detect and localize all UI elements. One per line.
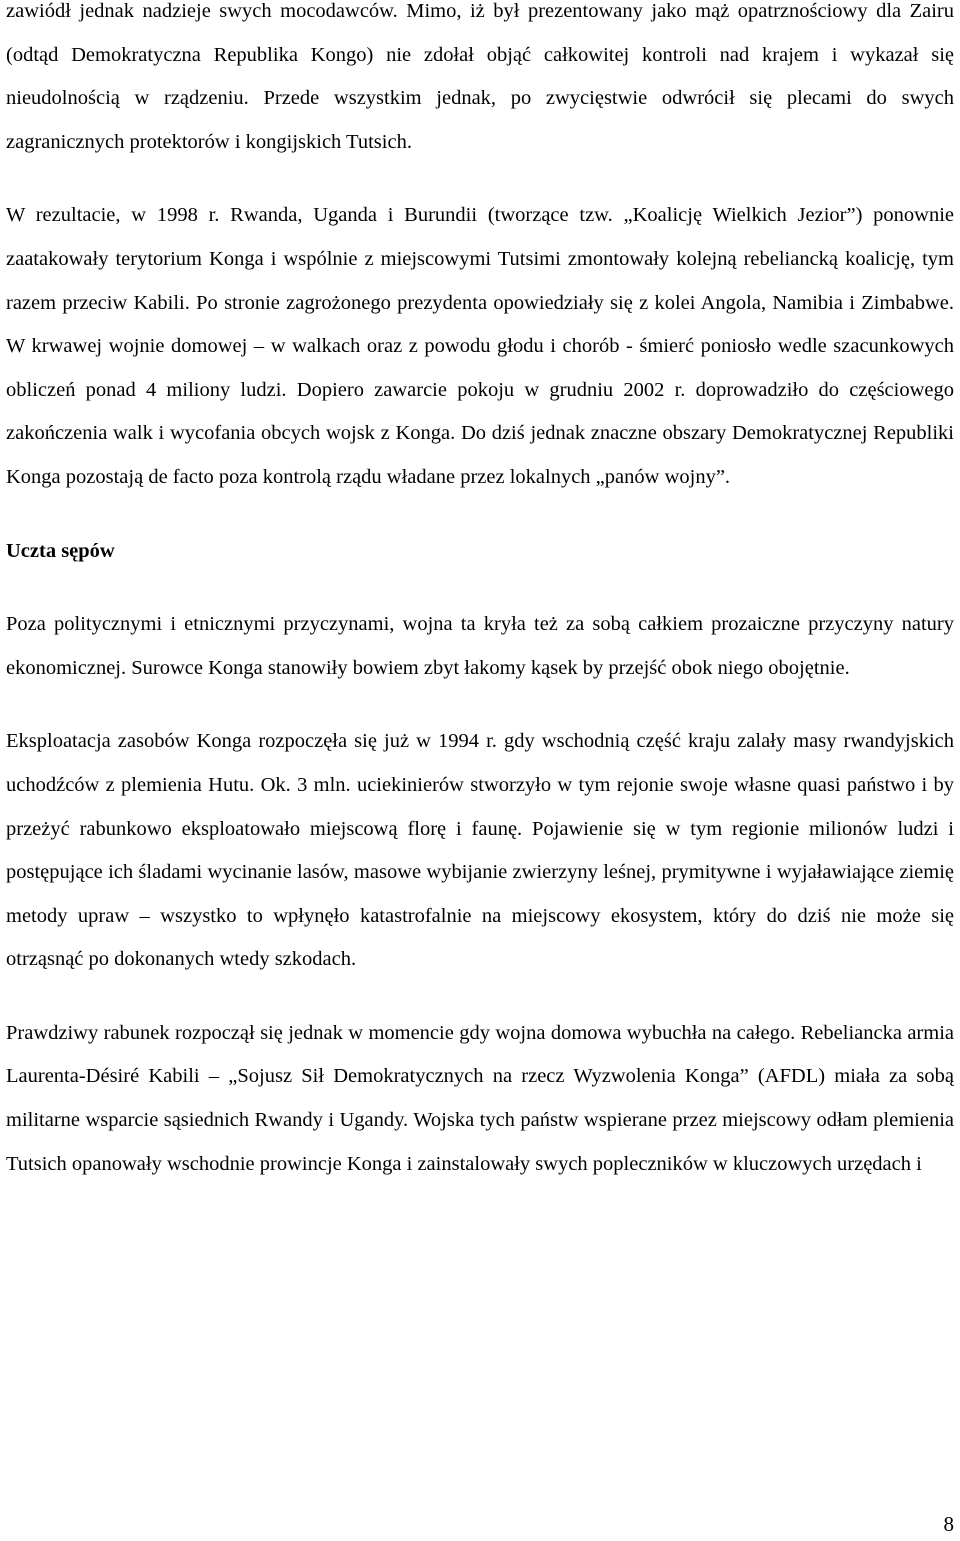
paragraph-gap xyxy=(6,690,954,720)
paragraph-gap xyxy=(6,500,954,530)
paragraph-gap xyxy=(6,164,954,194)
paragraph-gap xyxy=(6,982,954,1012)
document-page xyxy=(6,0,954,1186)
page-number: 8 xyxy=(943,1512,954,1536)
paragraph-intro: zawiódł jednak nadzieje swych mocodawców. Mimo, iż był prezentowany jako mąż opatrznościowy dla Zairu (odtąd Demokratyczna Republika Kongo) nie zdołał objąć całkowitej kontroli nad krajem i wykazał się nieudolnością w rządzeniu. Przede wszystkim jednak, po zwycięstwie odwrócił się plecami do swych zagranicznych protektorów i kongijskich Tutsich. xyxy=(6,0,954,153)
paragraph-plunder: Prawdziwy rabunek rozpoczął się jednak w momencie gdy wojna domowa wybuchła na całego. Rebeliancka armia Laurenta-Désiré Kabili – „Sojusz Sił Demokratycznych na rzecz Wyzwolenia Konga” (AFDL) miała za sobą militarne wsparcie sąsiednich Rwandy i Ugandy. Wojska tych państw wspierane przez miejscowy odłam plemienia Tutsich opanowały wschodnie prowincje Konga i zainstalowały swych popleczników w kluczowych urzędach i xyxy=(6,1021,954,1175)
paragraph-war-1998: W rezultacie, w 1998 r. Rwanda, Uganda i Burundii (tworzące tzw. „Koalicję Wielkich Jezior”) ponownie zaatakowały terytorium Konga i wspólnie z miejscowymi Tutsimi zmontowały kolejną rebeliancką koalicję, tym razem przeciw Kabili. Po stronie zagrożonego prezydenta opowiedziały się z kolei Angola, Namibia i Zimbabwe. W krwawej wojnie domowej – w walkach oraz z powodu głodu i chorób - śmierć poniosło wedle szacunkowych obliczeń ponad 4 miliony ludzi. Dopiero zawarcie pokoju w grudniu 2002 r. doprowadziło do częściowego zakończenia walk i wycofania obcych wojsk z Konga. Do dziś jednak znaczne obszary Demokratycznej Republiki Konga pozostają de facto poza kontrolą rządu władane przez lokalnych „panów wojny”. xyxy=(6,204,954,488)
paragraph-exploitation: Eksploatacja zasobów Konga rozpoczęła się już w 1994 r. gdy wschodnią część kraju zalały masy rwandyjskich uchodźców z plemienia Hutu. Ok. 3 mln. uciekinierów stworzyło w tym rejonie swoje własne quasi państwo i by przeżyć rabunkowo eksploatowało miejscową florę i faunę. Pojawienie się w tym regionie milionów ludzi i postępujące ich śladami wycinanie lasów, masowe wybijanie zwierzyny leśnej, prymitywne i wyjaławiające ziemię metody upraw – wszystko to wpłynęło katastrofalnie na miejscowy ekosystem, który do dziś nie może się otrząsnąć po dokonanych wtedy szkodach. xyxy=(6,730,954,971)
paragraph-economic-causes: Poza politycznymi i etnicznymi przyczynami, wojna ta kryła też za sobą całkiem prozaiczne przyczyny natury ekonomicznej. Surowce Konga stanowiły bowiem zbyt łakomy kąsek by przejść obok niego obojętnie. xyxy=(6,613,954,679)
section-heading: Uczta sępów xyxy=(6,539,115,562)
paragraph-gap xyxy=(6,573,954,603)
